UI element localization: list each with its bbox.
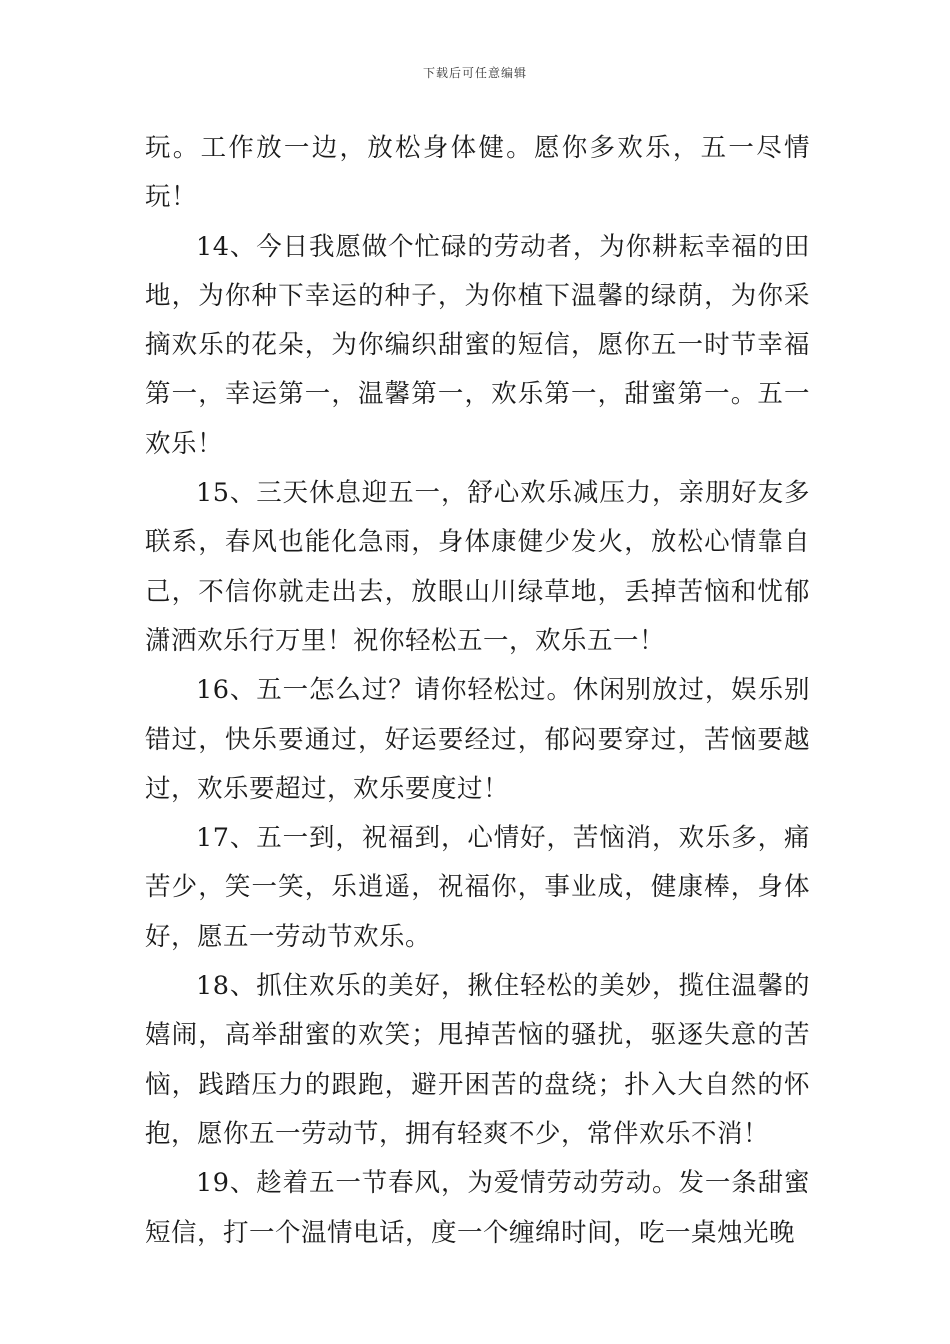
paragraph-14: 14、今日我愿做个忙碌的劳动者，为你耕耘幸福的田地，为你种下幸运的种子，为你植下温馨的绿荫，为你采摘欢乐的花朵，为你编织甜蜜的短信，愿你五一时节幸福第一，幸运第一，温馨第一，欢乐第一，甜蜜第一。五一欢乐！ bbox=[145, 231, 810, 459]
paragraph-18: 18、抓住欢乐的美好，揪住轻松的美妙，揽住温馨的嬉闹，高举甜蜜的欢笑；甩掉苦恼的骚扰，驱逐失意的苦恼，践踏压力的跟跑，避开困苦的盘绕；扑入大自然的怀抱，愿你五一劳动节，拥有轻爽不少，常伴欢乐不消！ bbox=[145, 971, 810, 1149]
body-text bbox=[145, 124, 810, 1258]
paragraph-15: 15、三天休息迎五一，舒心欢乐减压力，亲朋好友多联系，春风也能化急雨，身体康健少发火，放松心情靠自己，不信你就走出去，放眼山川绿草地，丢掉苦恼和忧郁潇洒欢乐行万里！祝你轻松五一，欢乐五一！ bbox=[145, 478, 810, 656]
page-header: 下载后可任意编辑 bbox=[422, 66, 527, 80]
paragraph-continuation: 玩。工作放一边，放松身体健。愿你多欢乐，五一尽情玩！ bbox=[145, 133, 810, 213]
paragraph-19: 19、趁着五一节春风，为爱情劳动劳动。发一条甜蜜短信，打一个温情电话，度一个缠绵时间，吃一桌烛光晚 bbox=[145, 1168, 810, 1248]
paragraph-17: 17、五一到，祝福到，心情好，苦恼消，欢乐多，痛苦少，笑一笑，乐逍遥，祝福你，事业成，健康棒，身体好，愿五一劳动节欢乐。 bbox=[145, 823, 810, 952]
paragraph-16: 16、五一怎么过？请你轻松过。休闲别放过，娱乐别错过，快乐要通过，好运要经过，郁闷要穿过，苦恼要越过，欢乐要超过，欢乐要度过！ bbox=[145, 675, 810, 804]
